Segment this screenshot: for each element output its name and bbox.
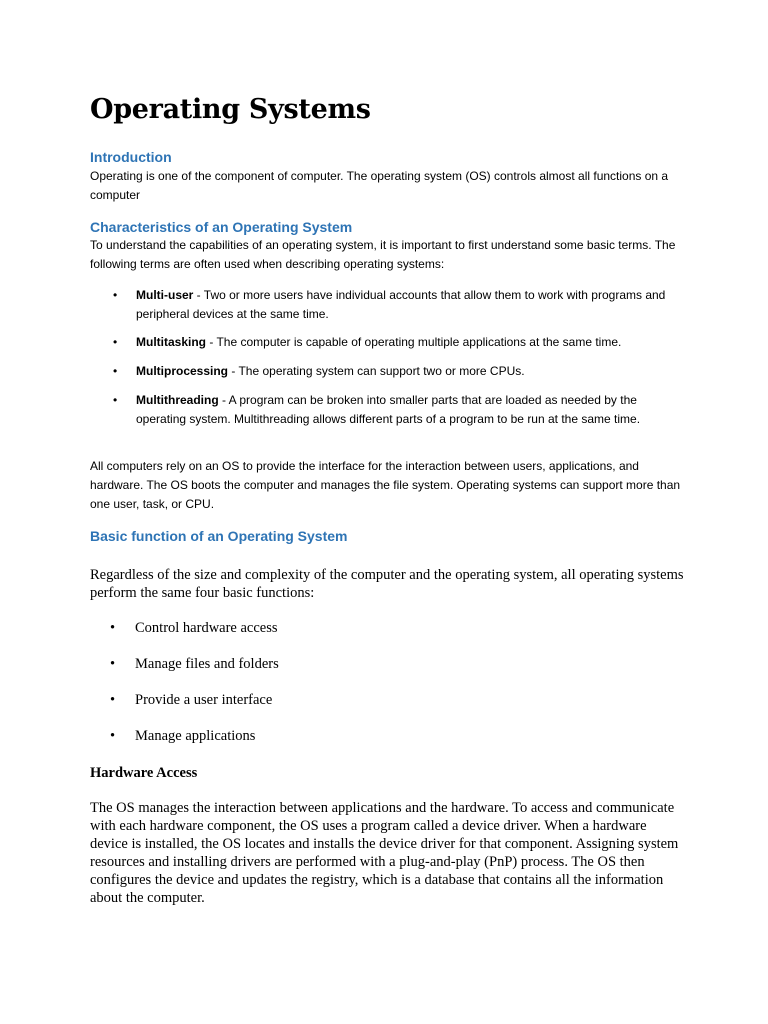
term-description: - Two or more users have individual accounts that allow them to work with programs and peripheral devices at the same time. [136, 288, 666, 321]
bullet-icon: • [110, 692, 116, 708]
hardware-access-heading: Hardware Access [90, 765, 198, 781]
introduction-text: Operating is one of the component of computer. The operating system (OS) controls almost all functions on a computer [90, 169, 669, 202]
term: Multithreading [136, 393, 219, 407]
bullet-icon: • [113, 364, 118, 378]
bullet-icon: • [113, 335, 118, 349]
basic-function-heading: Basic function of an Operating System [90, 528, 348, 544]
characteristics-outro: All computers rely on an OS to provide the interface for the interaction between users, applications, and hardware. The OS boots the computer and manages the file system. Operating systems can support more than one user, task, or CPU. [90, 459, 681, 511]
bullet-icon: • [110, 620, 116, 636]
bullet-icon: • [110, 656, 116, 672]
introduction-heading: Introduction [90, 149, 172, 165]
term-description: - A program can be broken into smaller parts that are loaded as needed by the operating system. Multithreading allows different parts of a program to be run at the same time. [136, 393, 641, 426]
term: Multi-user [136, 288, 194, 302]
list-item-text: Manage applications [135, 728, 256, 744]
term: Multiprocessing [136, 364, 229, 378]
term-description: - The computer is capable of operating multiple applications at the same time. [206, 335, 622, 349]
characteristics-intro: To understand the capabilities of an operating system, it is important to first understand some basic terms. The following terms are often used when describing operating systems: [90, 238, 676, 271]
term: Multitasking [136, 335, 207, 349]
characteristics-heading: Characteristics of an Operating System [90, 219, 353, 235]
page-title: Operating Systems [90, 94, 371, 125]
basic-function-intro: Regardless of the size and complexity of the computer and the operating system, all operating systems perform the same four basic functions: [90, 567, 684, 601]
list-item-text: Control hardware access [135, 620, 278, 636]
bullet-icon: • [113, 288, 118, 302]
list-item-text: Manage files and folders [135, 656, 279, 672]
hardware-access-text: The OS manages the interaction between applications and the hardware. To access and communicate with each hardware component, the OS uses a program called a device driver. When a hardware device is installed, the OS locates and installs the device driver for that component. Assigning system resources and installing drivers are performed with a plug-and-play (PnP) process. The OS then configures the device and updates the registry, which is a database that contains all the information about the computer. [90, 800, 679, 906]
bullet-icon: • [113, 393, 118, 407]
term-description: - The operating system can support two or more CPUs. [228, 364, 525, 378]
bullet-icon: • [110, 728, 116, 744]
list-item-text: Provide a user interface [135, 692, 273, 708]
